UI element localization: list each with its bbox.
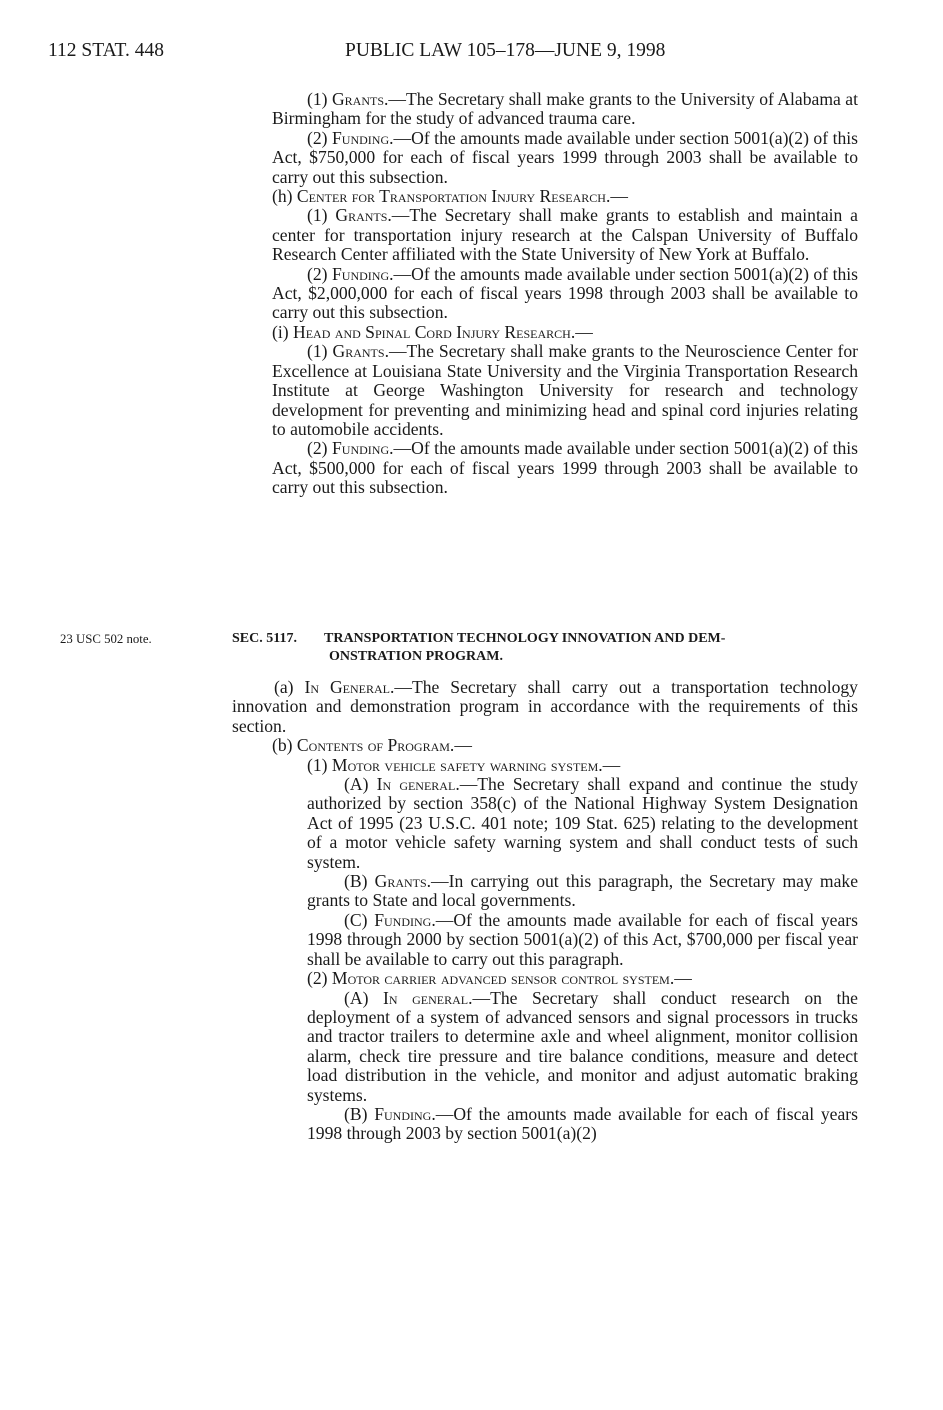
paragraph-b1-A: (A) In general.—The Secretary shall expand and continue the study authorized by section 358(c) of the National Highway System Designation Act of 1995 (23 U.S.C. 401 note; 109 Stat. 625) relating to the development of a motor vehicle safety warning system and shall conduct tests of such system. [307, 774, 858, 872]
section-5117-body [232, 678, 858, 1144]
paragraph-b1-heading: (1) Motor vehicle safety warning system.— [307, 754, 621, 775]
paragraph-b1-B: (B) Grants.—In carrying out this paragraph, the Secretary may make grants to State and local governments. [307, 871, 859, 911]
section-number: SEC. 5117. [232, 631, 297, 646]
subsection-g-paragraph-1: (1) Grants.—The Secretary shall make grants to the University of Alabama at Birmingham for the study of advanced trauma care. [272, 89, 858, 129]
subsection-a: (a) In General.—The Secretary shall carry out a transportation technology innovation and demonstration program in accordance with the requirements of this section. [232, 677, 858, 736]
subsections-g-h-i [272, 90, 858, 498]
subsection-h-paragraph-2: (2) Funding.—Of the amounts made available under section 5001(a)(2) of this Act, $2,000,000 for each of fiscal years 1998 through 2003 shall be available to carry out this subsection. [272, 263, 858, 323]
subsection-b-heading: (b) Contents of Program.— [272, 735, 472, 756]
margin-note: 23 USC 502 note. [60, 632, 152, 646]
page-header [0, 40, 943, 70]
subsection-i-heading: (i) Head and Spinal Cord Injury Research.— [272, 321, 593, 342]
section-title-line-1: TRANSPORTATION TECHNOLOGY INNOVATION AND DEM- [324, 631, 726, 646]
subsection-h-paragraph-1: (1) Grants.—The Secretary shall make grants to establish and maintain a center for transportation injury research at the Calspan University of Buffalo Research Center affiliated with the State University of New York at Buffalo. [272, 205, 858, 265]
stat-page-number: 112 STAT. 448 [48, 40, 164, 61]
subsection-g-paragraph-2: (2) Funding.—Of the amounts made available under section 5001(a)(2) of this Act, $750,000 for each of fiscal years 1999 through 2003 shall be available to carry out this subsection. [272, 127, 858, 187]
subsection-i-paragraph-1: (1) Grants.—The Secretary shall make grants to the Neuroscience Center for Excellence at Louisiana State University and the Virginia Transportation Research Institute at George Washington University for research and technology development for preventing and minimizing head and spinal cord injuries relating to automobile accidents. [272, 341, 858, 439]
section-title-line-2: ONSTRATION PROGRAM. [329, 649, 503, 664]
subsection-i-paragraph-2: (2) Funding.—Of the amounts made available under section 5001(a)(2) of this Act, $500,000 for each of fiscal years 1999 through 2003 shall be available to carry out this subsection. [272, 438, 858, 498]
paragraph-b2-A: (A) In general.—The Secretary shall conduct research on the deployment of a system of advanced sensors and signal processors in trucks and tractor trailers to determine axle and wheel alignment, monitor collision alarm, check tire pressure and tire balance conditions, measure and detect load distribution in the vehicle, and monitor and adjust automatic braking systems. [307, 987, 858, 1105]
paragraph-b2-heading: (2) Motor carrier advanced sensor control system.— [307, 968, 692, 989]
public-law-title: PUBLIC LAW 105–178—JUNE 9, 1998 [345, 40, 666, 61]
section-heading [232, 630, 858, 666]
paragraph-b2-B: (B) Funding.—Of the amounts made available for each of fiscal years 1998 through 2003 by section 5001(a)(2) [307, 1103, 858, 1144]
paragraph-b1-C: (C) Funding.—Of the amounts made available for each of fiscal years 1998 through 2000 by section 5001(a)(2) of this Act, $700,000 per fiscal year shall be available to carry out this paragraph. [307, 909, 858, 969]
subsection-h-heading: (h) Center for Transportation Injury Research.— [272, 186, 628, 207]
